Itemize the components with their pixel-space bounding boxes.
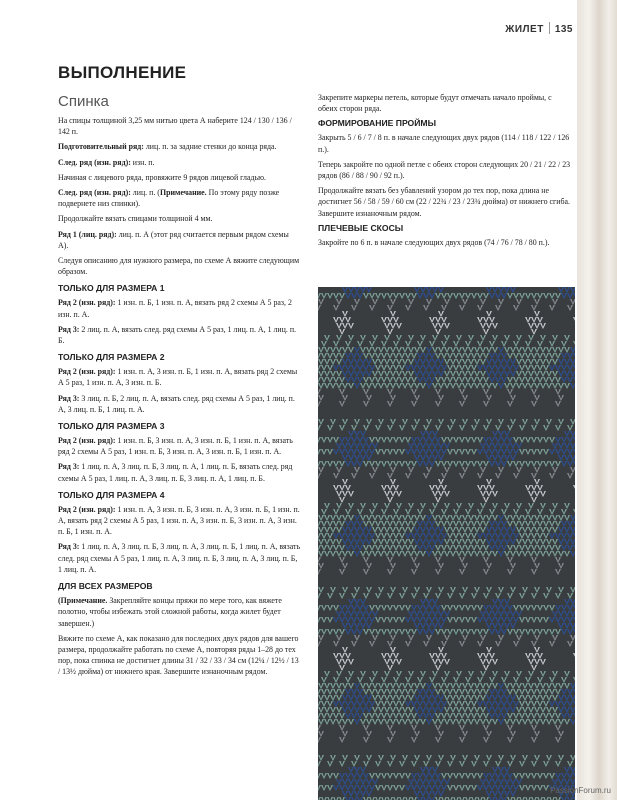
knitted-swatch-photo — [318, 287, 575, 800]
size1-heading: ТОЛЬКО ДЛЯ РАЗМЕРА 1 — [58, 283, 165, 294]
armhole-continue-paragraph: Продолжайте вязать без убавлений узором до тех пор, пока длина не достигнет 56 / 58 / 59 / 60 см (22 / 22¾ / 23 / 23¾ дюйма) от нижнего сгиба. Завершите изнаночным рядом. — [318, 186, 571, 218]
shoulder-paragraph: Закройте по 6 п. в начале следующих двух рядов (74 / 76 / 78 / 80 п.). — [318, 237, 550, 247]
section-subtitle: Спинка — [58, 93, 109, 110]
size1-row3: Ряд 3: 2 лиц. п. А, вязать след. ряд схемы А 5 раз, 1 лиц. п. А, 1 лиц. п. Б. — [58, 324, 297, 346]
size2-row2: Ряд 2 (изн. ряд): 1 изн. п. А, 3 изн. п. Б, 1 изн. п. А, вязать ряд 2 схемы А 5 раз, 1 изн. п. А, 3 изн. п. Б. — [58, 367, 298, 388]
size4-heading: ТОЛЬКО ДЛЯ РАЗМЕРА 4 — [58, 489, 165, 500]
left-column — [58, 115, 301, 682]
size3-row2: Ряд 2 (изн. ряд): 1 изн. п. Б, 3 изн. п. А, 3 изн. п. Б, 1 изн. п. А, вязать ряд 2 схемы А 5 раз, 1 изн. п. Б, 3 изн. п. А, 3 изн. п. Б, 1 изн. п. А. — [58, 436, 293, 457]
size1-row2: Ряд 2 (изн. ряд): 1 изн. п. Б, 1 изн. п. А, вязать ряд 2 схемы А 5 раз, 2 изн. п. А. — [58, 298, 292, 319]
fair-isle-pattern — [318, 287, 575, 800]
shoulder-heading: ПЛЕЧЕВЫЕ СКОСЫ — [318, 222, 404, 233]
continue-chart-paragraph: Вяжите по схеме А, как показано для последних двух рядов для вашего размера, продолжайте работать по схеме А, повторяя ряды 1–28 до тех пор, пока спинка не достигнет длины 31 / 32 / 33 / 34 см (12¼ / 12½ / 13 / 13½ дюйма) от нижнего края. Завершите изнаночным рядом. — [58, 633, 299, 677]
fold-row-paragraph: След. ряд (изн. ряд): лиц. п. (Примечание. По этому ряду позже подвернете низ спинки). — [58, 188, 280, 209]
cast-on-paragraph: На спицы толщиной 3,25 мм нитью цвета А наберите 124 / 130 / 136 / 142 п. — [58, 116, 292, 137]
armhole-heading: ФОРМИРОВАНИЕ ПРОЙМЫ — [318, 118, 436, 129]
armhole-decrease-paragraph: Теперь закройте по одной петле с обеих сторон следующих 20 / 21 / 22 / 23 рядов (86 / 88 / 90 / 92 п.). — [318, 159, 571, 181]
markers-paragraph: Закрепите маркеры петель, которые будут отмечать начало проймы, с обеих сторон ряда. — [318, 93, 552, 114]
all-sizes-heading: ДЛЯ ВСЕХ РАЗМЕРОВ — [58, 581, 153, 592]
watermark: PassionForum.ru — [550, 786, 611, 795]
right-column — [318, 92, 573, 252]
size3-row3: Ряд 3: 1 лиц. п. А, 3 лиц. п. Б, 3 лиц. п. А, 1 лиц. п. Б, вязать след. ряд схемы А 5 раз, 1 лиц. п. А, 3 лиц. п. Б, 3 лиц. п. А, 1 лиц. п. Б. — [58, 462, 293, 483]
wood-background — [577, 0, 617, 800]
needles-paragraph: Продолжайте вязать спицами толщиной 4 мм. — [58, 214, 213, 224]
page-title: ВЫПОЛНЕНИЕ — [58, 63, 187, 82]
page-number: 135 — [554, 24, 573, 35]
header-divider — [549, 22, 550, 34]
size2-heading: ТОЛЬКО ДЛЯ РАЗМЕРА 2 — [58, 352, 165, 363]
next-row-paragraph: След. ряд (изн. ряд): изн. п. — [58, 157, 155, 167]
armhole-bindoff-paragraph: Закрыть 5 / 6 / 7 / 8 п. в начале следующих двух рядов (114 / 118 / 122 / 126 п.). — [318, 133, 570, 154]
section-name: ЖИЛЕТ — [505, 24, 544, 35]
size2-row3: Ряд 3: 3 лиц. п. Б, 2 лиц. п. А, вязать след. ряд схемы А 5 раз, 1 лиц. п. А, 3 лиц. п. Б, 1 лиц. п. А. — [58, 393, 295, 414]
stockinette-paragraph: Начиная с лицевого ряда, провяжите 9 рядов лицевой гладью. — [58, 172, 266, 182]
running-header — [505, 22, 573, 35]
size4-row3: Ряд 3: 1 лиц. п. А, 3 лиц. п. Б, 3 лиц. п. А, 3 лиц. п. Б, 1 лиц. п. А, вязать след. ряд схемы А 5 раз, 1 лиц. п. А, 3 лиц. п. Б, 3 лиц. п. А, 3 лиц. п. Б, 1 лиц. п. А. — [58, 542, 301, 574]
weave-ends-note: (Примечание. Закрепляйте концы пряжи по мере того, как вяжете полотно, чтобы избежать этой сложной работы, когда жилет будет завершен.) — [58, 596, 282, 628]
row1-paragraph: Ряд 1 (лиц. ряд): лиц. п. А (этот ряд считается первым рядом схемы А). — [58, 229, 289, 250]
prep-row-paragraph: Подготовительный ряд: лиц. п. за задние стенки до конца ряда. — [58, 142, 277, 152]
size3-heading: ТОЛЬКО ДЛЯ РАЗМЕРА 3 — [58, 421, 165, 432]
chart-intro-paragraph: Следуя описанию для нужного размера, по схеме А вяжите следующим образом. — [58, 256, 300, 277]
size4-row2: Ряд 2 (изн. ряд): 1 изн. п. А, 3 изн. п. Б, 3 изн. п. А, 3 изн. п. Б, 1 изн. п. А, вязать ряд 2 схемы А 5 раз, 1 изн. п. А, 3 изн. п. Б, 3 изн. п. А, 3 изн. п. Б, 1 изн. п. А. — [58, 504, 300, 537]
